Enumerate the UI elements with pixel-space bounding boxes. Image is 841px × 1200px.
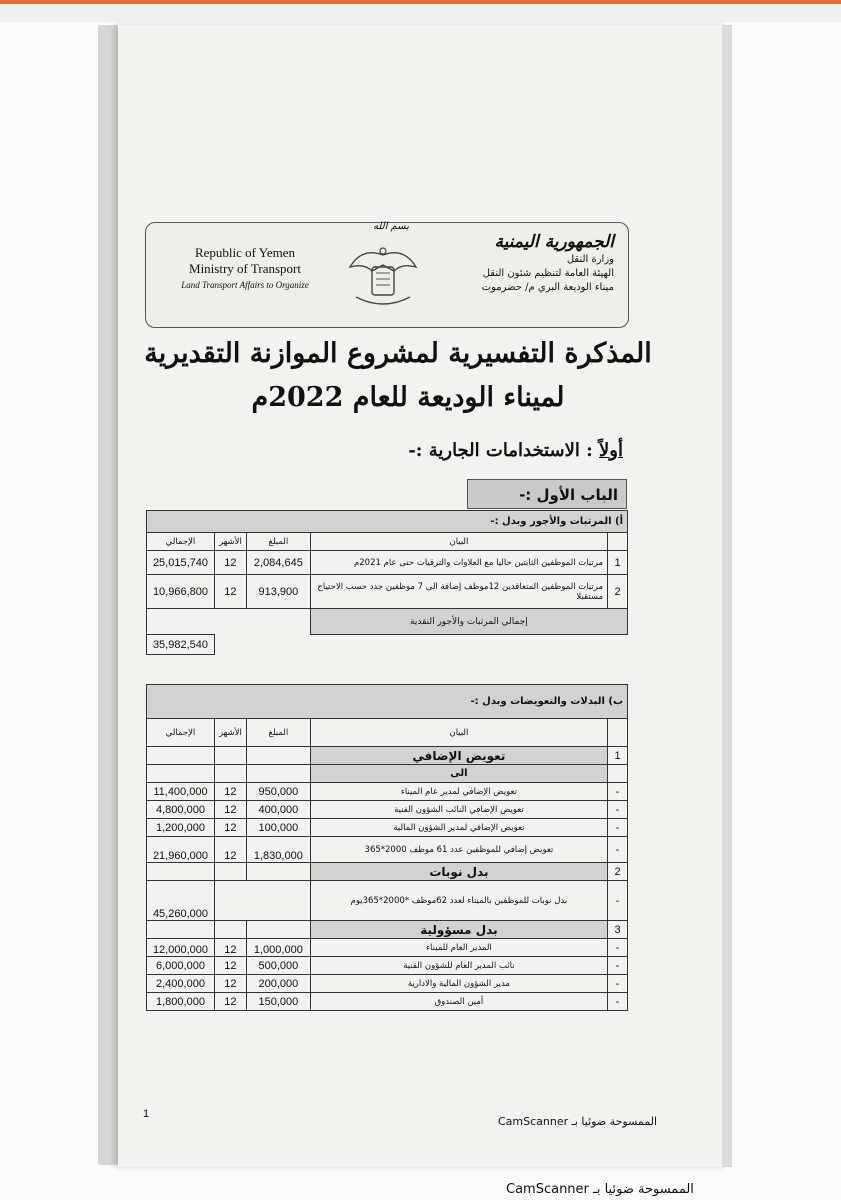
group2-number: 2 (608, 863, 628, 881)
table-row (147, 551, 628, 575)
group-row (147, 747, 628, 765)
table-row (147, 881, 628, 921)
row-description: أمين الصندوق (310, 993, 607, 1011)
row-number: - (608, 783, 628, 801)
table-row (147, 783, 628, 801)
row-months: 12 (214, 975, 246, 993)
row-amount: 913,900 (246, 575, 310, 609)
header-amount: المبلغ (246, 719, 310, 747)
letterhead-ar-line1: الجمهورية اليمنية (494, 232, 614, 252)
header-number (608, 533, 628, 551)
row-description: تعويض الإضافي النائب الشؤون الفنية (310, 801, 607, 819)
letterhead (145, 222, 629, 328)
allowances-section-label: ب) البدلات والتعويضات وبدل :- (147, 685, 628, 719)
letterhead-en-line1: Republic of Yemen (194, 245, 296, 260)
accent-strip (0, 0, 841, 4)
row-months: 12 (214, 783, 246, 801)
document-title-line1: المذكرة التفسيرية لمشروع الموازنة التقديرية (144, 338, 652, 369)
top-bar (0, 0, 841, 22)
row-number: - (608, 993, 628, 1011)
row-total: 10,966,800 (147, 575, 215, 609)
section-heading-ordinal: أولاً (599, 440, 623, 461)
letterhead-ar-line2: وزارة النقل (566, 254, 614, 265)
row-description: المدير العام للميناء (310, 939, 607, 957)
row-total: 11,400,000 (147, 783, 215, 801)
header-months: الأشهر (214, 719, 246, 747)
header-description: البيان (310, 533, 607, 551)
page-edge (722, 25, 732, 1167)
row-total: 4,800,000 (147, 801, 215, 819)
document-title-line2: لميناء الوديعة للعام 2022م (251, 382, 565, 413)
table-row (147, 801, 628, 819)
row-number: - (608, 837, 628, 863)
table-row (147, 575, 628, 609)
row-number: - (608, 957, 628, 975)
row-description: تعويض الإضافي لمدير عام الميناء (310, 783, 607, 801)
row-description: تعويض إضافي للموظفين عدد 61 موظف 2000*365 (310, 837, 607, 863)
scanner-watermark-outer: الممسوحة ضوئيا بـ CamScanner (506, 1182, 694, 1197)
letterhead-ar-line3: الهيئة العامة لتنظيم شئون النقل (482, 268, 614, 279)
header-amount: المبلغ (246, 533, 310, 551)
row-description: مرتبات الموظفين المتعاقدين 12موظف إضافة الى 7 موظفين جدد حسب الاحتياج مستقبلا (310, 575, 607, 609)
row-total: 12,000,000 (147, 939, 215, 957)
table-row (147, 939, 628, 957)
group3-number: 3 (608, 921, 628, 939)
group-subrow (147, 765, 628, 783)
row-months: 12 (214, 551, 246, 575)
group-row (147, 863, 628, 881)
scanner-watermark-inner: الممسوحة ضوئيا بـ CamScanner (498, 1115, 658, 1128)
row-number: - (608, 819, 628, 837)
row-total: 1,200,000 (147, 819, 215, 837)
section-heading (408, 440, 623, 461)
group1-title: تعويض الإضافي (310, 747, 607, 765)
salaries-table (146, 510, 628, 655)
row-number: - (608, 881, 628, 921)
allowances-table (146, 684, 628, 1011)
row-amount: 400,000 (246, 801, 310, 819)
row-description: مدير الشؤون المالية والادارية (310, 975, 607, 993)
table-row (147, 975, 628, 993)
row-description: مرتبات الموظفين الثابتين حاليا مع العلاوات والترقيات حتى عام 2021م (310, 551, 607, 575)
letterhead-en-line2: Ministry of Transport (189, 261, 301, 276)
row-months: 12 (214, 837, 246, 863)
row-months: 12 (214, 993, 246, 1011)
row-total: 21,960,000 (147, 837, 215, 863)
group3-title: بدل مسؤولية (310, 921, 607, 939)
salaries-total-label: إجمالي المرتبات والأجور النقدية (310, 609, 627, 635)
row-description: بدل نوبات للموظفين بالميناء لعدد 62موظف *2000*365يوم (310, 881, 607, 921)
grand-total-row (147, 635, 628, 655)
letterhead-en-line3: Land Transport Affairs to Organize (181, 280, 309, 290)
row-amount: 1,000,000 (246, 939, 310, 957)
row-description: نائب المدير العام للشؤون الفنية (310, 957, 607, 975)
section-heading-text: : الاستخدامات الجارية :- (408, 440, 593, 461)
eagle-emblem-icon (342, 237, 424, 315)
chapter-label: الباب الأول :- (467, 479, 627, 509)
letterhead-arabic (444, 231, 614, 295)
row-number: - (608, 939, 628, 957)
header-number (608, 719, 628, 747)
salaries-grand-total: 35,982,540 (147, 635, 215, 655)
table-row (147, 837, 628, 863)
header-total: الإجمالي (147, 719, 215, 747)
row-total: 6,000,000 (147, 957, 215, 975)
row-amount: 1,830,000 (246, 837, 310, 863)
bismillah: بسم الله (372, 221, 410, 232)
table-row (147, 993, 628, 1011)
letterhead-ar-line4: ميناء الوديعة البري م/ حضرموت (481, 282, 614, 293)
row-months: 12 (214, 957, 246, 975)
row-months: 12 (214, 575, 246, 609)
row-number: - (608, 975, 628, 993)
row-total: 1,800,000 (147, 993, 215, 1011)
row-number: 2 (608, 575, 628, 609)
row-amount: 500,000 (246, 957, 310, 975)
header-months: الأشهر (214, 533, 246, 551)
header-description: البيان (310, 719, 607, 747)
salaries-section-label: أ) المرتبات والأجور وبدل :- (147, 511, 628, 533)
group2-title: بدل نوبات (310, 863, 607, 881)
group1-subtitle: الى (310, 765, 607, 783)
row-amount: 2,084,645 (246, 551, 310, 575)
row-amount: 200,000 (246, 975, 310, 993)
row-total: 25,015,740 (147, 551, 215, 575)
header-total: الإجمالي (147, 533, 215, 551)
row-number: 1 (608, 551, 628, 575)
row-total: 45,260,000 (147, 881, 215, 921)
group1-number: 1 (608, 747, 628, 765)
row-months: 12 (214, 801, 246, 819)
total-row (147, 609, 628, 635)
table-row (147, 957, 628, 975)
table-row (147, 819, 628, 837)
page-number: 1 (143, 1108, 150, 1120)
row-number: - (608, 801, 628, 819)
row-amount: 150,000 (246, 993, 310, 1011)
row-description: تعويض الإضافي لمدير الشؤون المالية (310, 819, 607, 837)
group-row (147, 921, 628, 939)
row-months: 12 (214, 819, 246, 837)
letterhead-english (160, 245, 330, 293)
row-total: 2,400,000 (147, 975, 215, 993)
row-months: 12 (214, 939, 246, 957)
row-amount: 950,000 (246, 783, 310, 801)
row-amount: 100,000 (246, 819, 310, 837)
